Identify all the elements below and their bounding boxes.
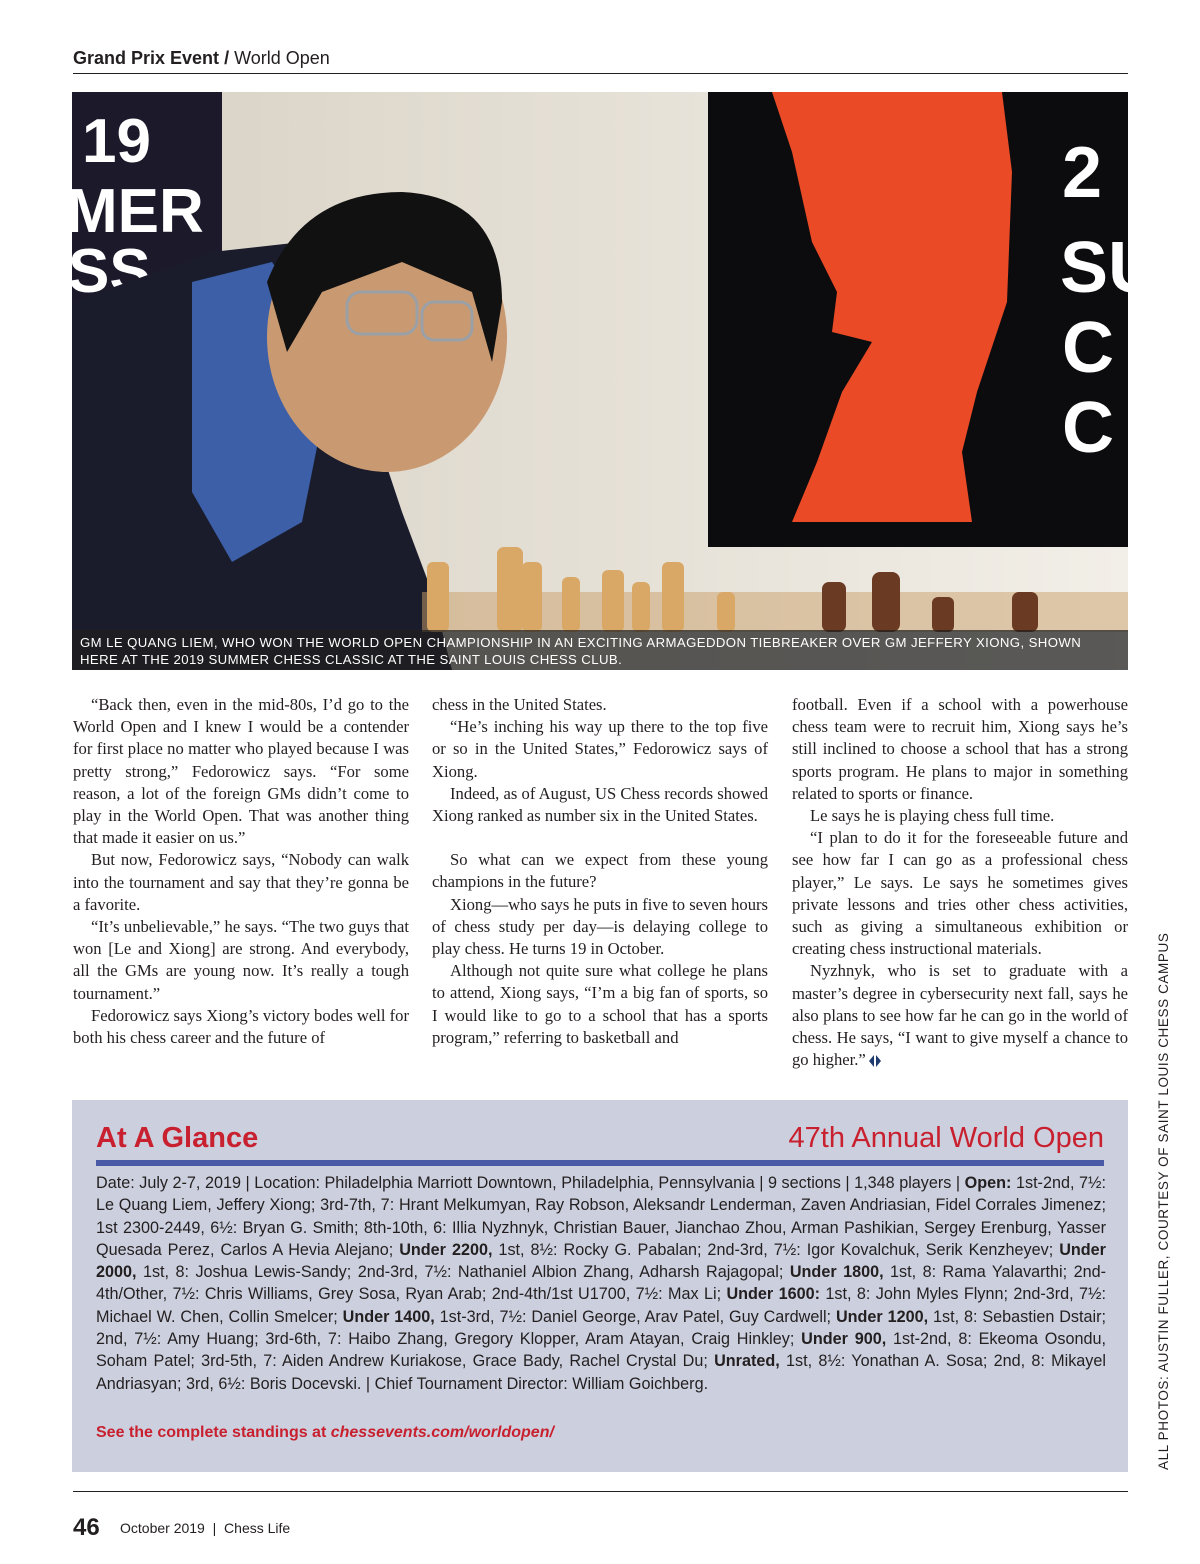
paragraph: chess in the United States.: [432, 695, 607, 714]
article-column-1: [73, 694, 409, 1049]
final-paragraph-text: Nyzhnyk, who is set to graduate with a master’s degree in cybersecurity next fall, says he also plans to see how far he can go in the world of chess. He says, “I want to give myself a chance to go higher.”: [792, 961, 1128, 1070]
glance-title: At A Glance: [96, 1122, 259, 1154]
tv-text-line-3: C: [1062, 308, 1114, 388]
subsection-label: World Open: [234, 48, 330, 68]
results-text: 1st, 8: Joshua Lewis-Sandy; 2nd-3rd, 7½: Nathaniel Albion Zhang, Adharsh Rajagopal;: [136, 1263, 790, 1282]
results-text: 1st, 8: John Myles Flynn; 2nd-3rd, 7½: Michael W. Chen, Collin Smelcer;: [96, 1285, 1107, 1326]
section-heading: Under 2200,: [399, 1240, 493, 1259]
paragraph: So what can we expect from these young champions in the future?: [432, 850, 768, 892]
section-heading: Under 900,: [801, 1330, 887, 1349]
issue-date: October 2019: [120, 1520, 205, 1536]
paragraph: football. Even if a school with a powerhouse chess team were to recruit him, Xiong says he’s still inclined to choose a school that has a strong sports program. He plans to major in something related to sports or finance.: [792, 695, 1128, 803]
banner-left-line-1: 19: [82, 107, 151, 176]
paragraph: “I plan to do it for the foreseeable future and see how far I can go as a professional chess player,” Le says. Le says he sometimes gives private lessons and tries other chess activities, such as giving a simultaneous exhibition or creating chess instructional materials.: [792, 828, 1128, 959]
article-column-2: [432, 694, 768, 1049]
glance-results: [96, 1172, 1106, 1395]
section-heading: Under 1200,: [835, 1307, 929, 1326]
section-heading: Under 1600:: [726, 1285, 821, 1304]
page-header: [73, 47, 1128, 74]
at-a-glance-box: [72, 1100, 1128, 1472]
results-text: 1st-3rd, 7½: Daniel George, Arav Patel, Guy Cardwell;: [434, 1307, 836, 1326]
paragraph: Fedorowicz says Xiong’s victory bodes well for both his chess career and the future of: [73, 1005, 409, 1048]
results-text: 1st, 8½: Rocky G. Pabalan; 2nd-3rd, 7½: Igor Kovalchuk, Serik Kenzheyev;: [492, 1240, 1060, 1259]
glance-subtitle: 47th Annual World Open: [788, 1122, 1104, 1154]
section-heading: Under 1400,: [342, 1307, 435, 1326]
banner-left-line-3: SS: [68, 237, 151, 306]
footer-rule: [73, 1491, 1128, 1492]
paragraph: “He’s inching his way up there to the top five or so in the United States,” Fedorowicz says of Xiong.: [432, 717, 768, 781]
tv-text-line-4: C: [1062, 388, 1114, 468]
paragraph: Although not quite sure what college he plans to attend, Xiong says, “I’m a big fan of sports, so I would like to go to a school that has a sports program,” referring to basketball and: [432, 961, 768, 1047]
header-separator: /: [224, 48, 230, 68]
magazine-name: Chess Life: [224, 1520, 291, 1536]
standings-link[interactable]: [96, 1424, 554, 1442]
feature-photo: [66, 92, 1161, 670]
paragraph: Xiong—who says he puts in five to seven hours of chess study per day—is delaying college to play chess. He turns 19 in October.: [432, 894, 769, 959]
glance-header: [96, 1118, 1104, 1166]
tv-text-line-1: 2: [1062, 133, 1103, 213]
footer-info: [120, 1520, 290, 1536]
paragraph: Le says he is playing chess full time.: [810, 806, 1055, 826]
results-text: 1st-2nd, 8: Ekeoma Osondu, Soham Patel; 3rd-5th, 7: Aiden Andrew Kuriakose, Grace Bady, Rachel Crystal Du;: [96, 1330, 1106, 1371]
standings-link-prefix: See the complete standings at: [96, 1424, 331, 1441]
photo-illustration: [66, 92, 1161, 670]
photo-caption: GM LE QUANG LIEM, WHO WON THE WORLD OPEN CHAMPIONSHIP IN AN EXCITING ARMAGEDDON TIEBREAKER OVER GM JEFFERY XIONG, SHOWN HERE AT THE 2019 SUMMER CHESS CLASSIC AT THE SAINT LOUIS CHESS CLUB.: [72, 630, 1128, 670]
banner-left-line-2: MER: [66, 177, 204, 246]
section-heading: Under 2000,: [96, 1240, 1106, 1282]
paragraph: “It’s unbelievable,” he says. “The two guys that won [Le and Xiong] are strong. And everybody, all the GMs are young now. It’s really a tough tournament.”: [73, 917, 409, 1003]
paragraph: But now, Fedorowicz says, “Nobody can walk into the tournament and say that they’re gonna be a favorite.: [73, 850, 409, 914]
paragraph: Indeed, as of August, US Chess records showed Xiong ranked as number six in the United States.: [432, 783, 768, 826]
section-heading: Open:: [964, 1174, 1012, 1192]
footer-separator: |: [212, 1520, 217, 1536]
paragraph: [792, 960, 1128, 1071]
section-heading: Unrated,: [714, 1352, 780, 1371]
article-column-3: [792, 694, 1128, 1071]
results-text: 1st-2nd, 7½: Le Quang Liem, Jeffery Xiong; 3rd-7th, 7: Hrant Melkumyan, Ray Robson, Aleksandr Lenderman, Zaven Andriasian, Fidel Corrales Jimenez; 1st 2300-2449, 6½: Bryan G. Smith; 8th-10th, 6: Illia Nyzhnyk, Christian Bauer, Jianchao Zhou, Arman Pashikian, Sergey Erenburg, Yasser Quesada Perez, Carlos A Hevia Alejano;: [96, 1174, 1106, 1259]
results-text: 1st, 8: Sebastien Dstair; 2nd, 7½: Amy Huang; 3rd-6th, 7: Haibo Zhang, Gregory Klopper, Aram Atayan, Craig Hinkley;: [96, 1307, 1106, 1349]
results-text: Date: July 2-7, 2019 | Location: Philadelphia Marriott Downtown, Philadelphia, Pennsylvania | 9 sections | 1,348 players |: [96, 1174, 965, 1192]
standings-link-url[interactable]: chessevents.com/worldopen/: [330, 1424, 554, 1441]
section-label: Grand Prix Event: [73, 48, 220, 68]
tv-text-line-2: SU: [1060, 228, 1161, 308]
results-text: 1st, 8½: Yonathan A. Sosa; 2nd, 8: Mikayel Andriasyan; 3rd, 6½: Boris Docevski. | Chief Tournament Director: William Goichberg.: [96, 1352, 1106, 1393]
end-mark-icon: [868, 1054, 882, 1068]
photo-credit: ALL PHOTOS: AUSTIN FULLER, COURTESY OF SAINT LOUIS CHESS CAMPUS: [1156, 932, 1171, 1470]
section-heading: Under 1800,: [789, 1263, 884, 1282]
page-number: 46: [73, 1514, 100, 1541]
results-text: 1st, 8: Rama Yalavarthi; 2nd-4th/Other, 7½: Chris Williams, Grey Sosa, Ryan Arab; 2nd-4th/1st U1700, 7½: Max Li;: [96, 1263, 1106, 1304]
paragraph: “Back then, even in the mid-80s, I’d go to the World Open and I knew I would be a contender for first place no matter who played because I was pretty strong,” Fedorowicz says. “For some reason, a lot of the foreign GMs didn’t come to play in the World Open. That was another thing that made it easier on us.”: [73, 695, 409, 848]
